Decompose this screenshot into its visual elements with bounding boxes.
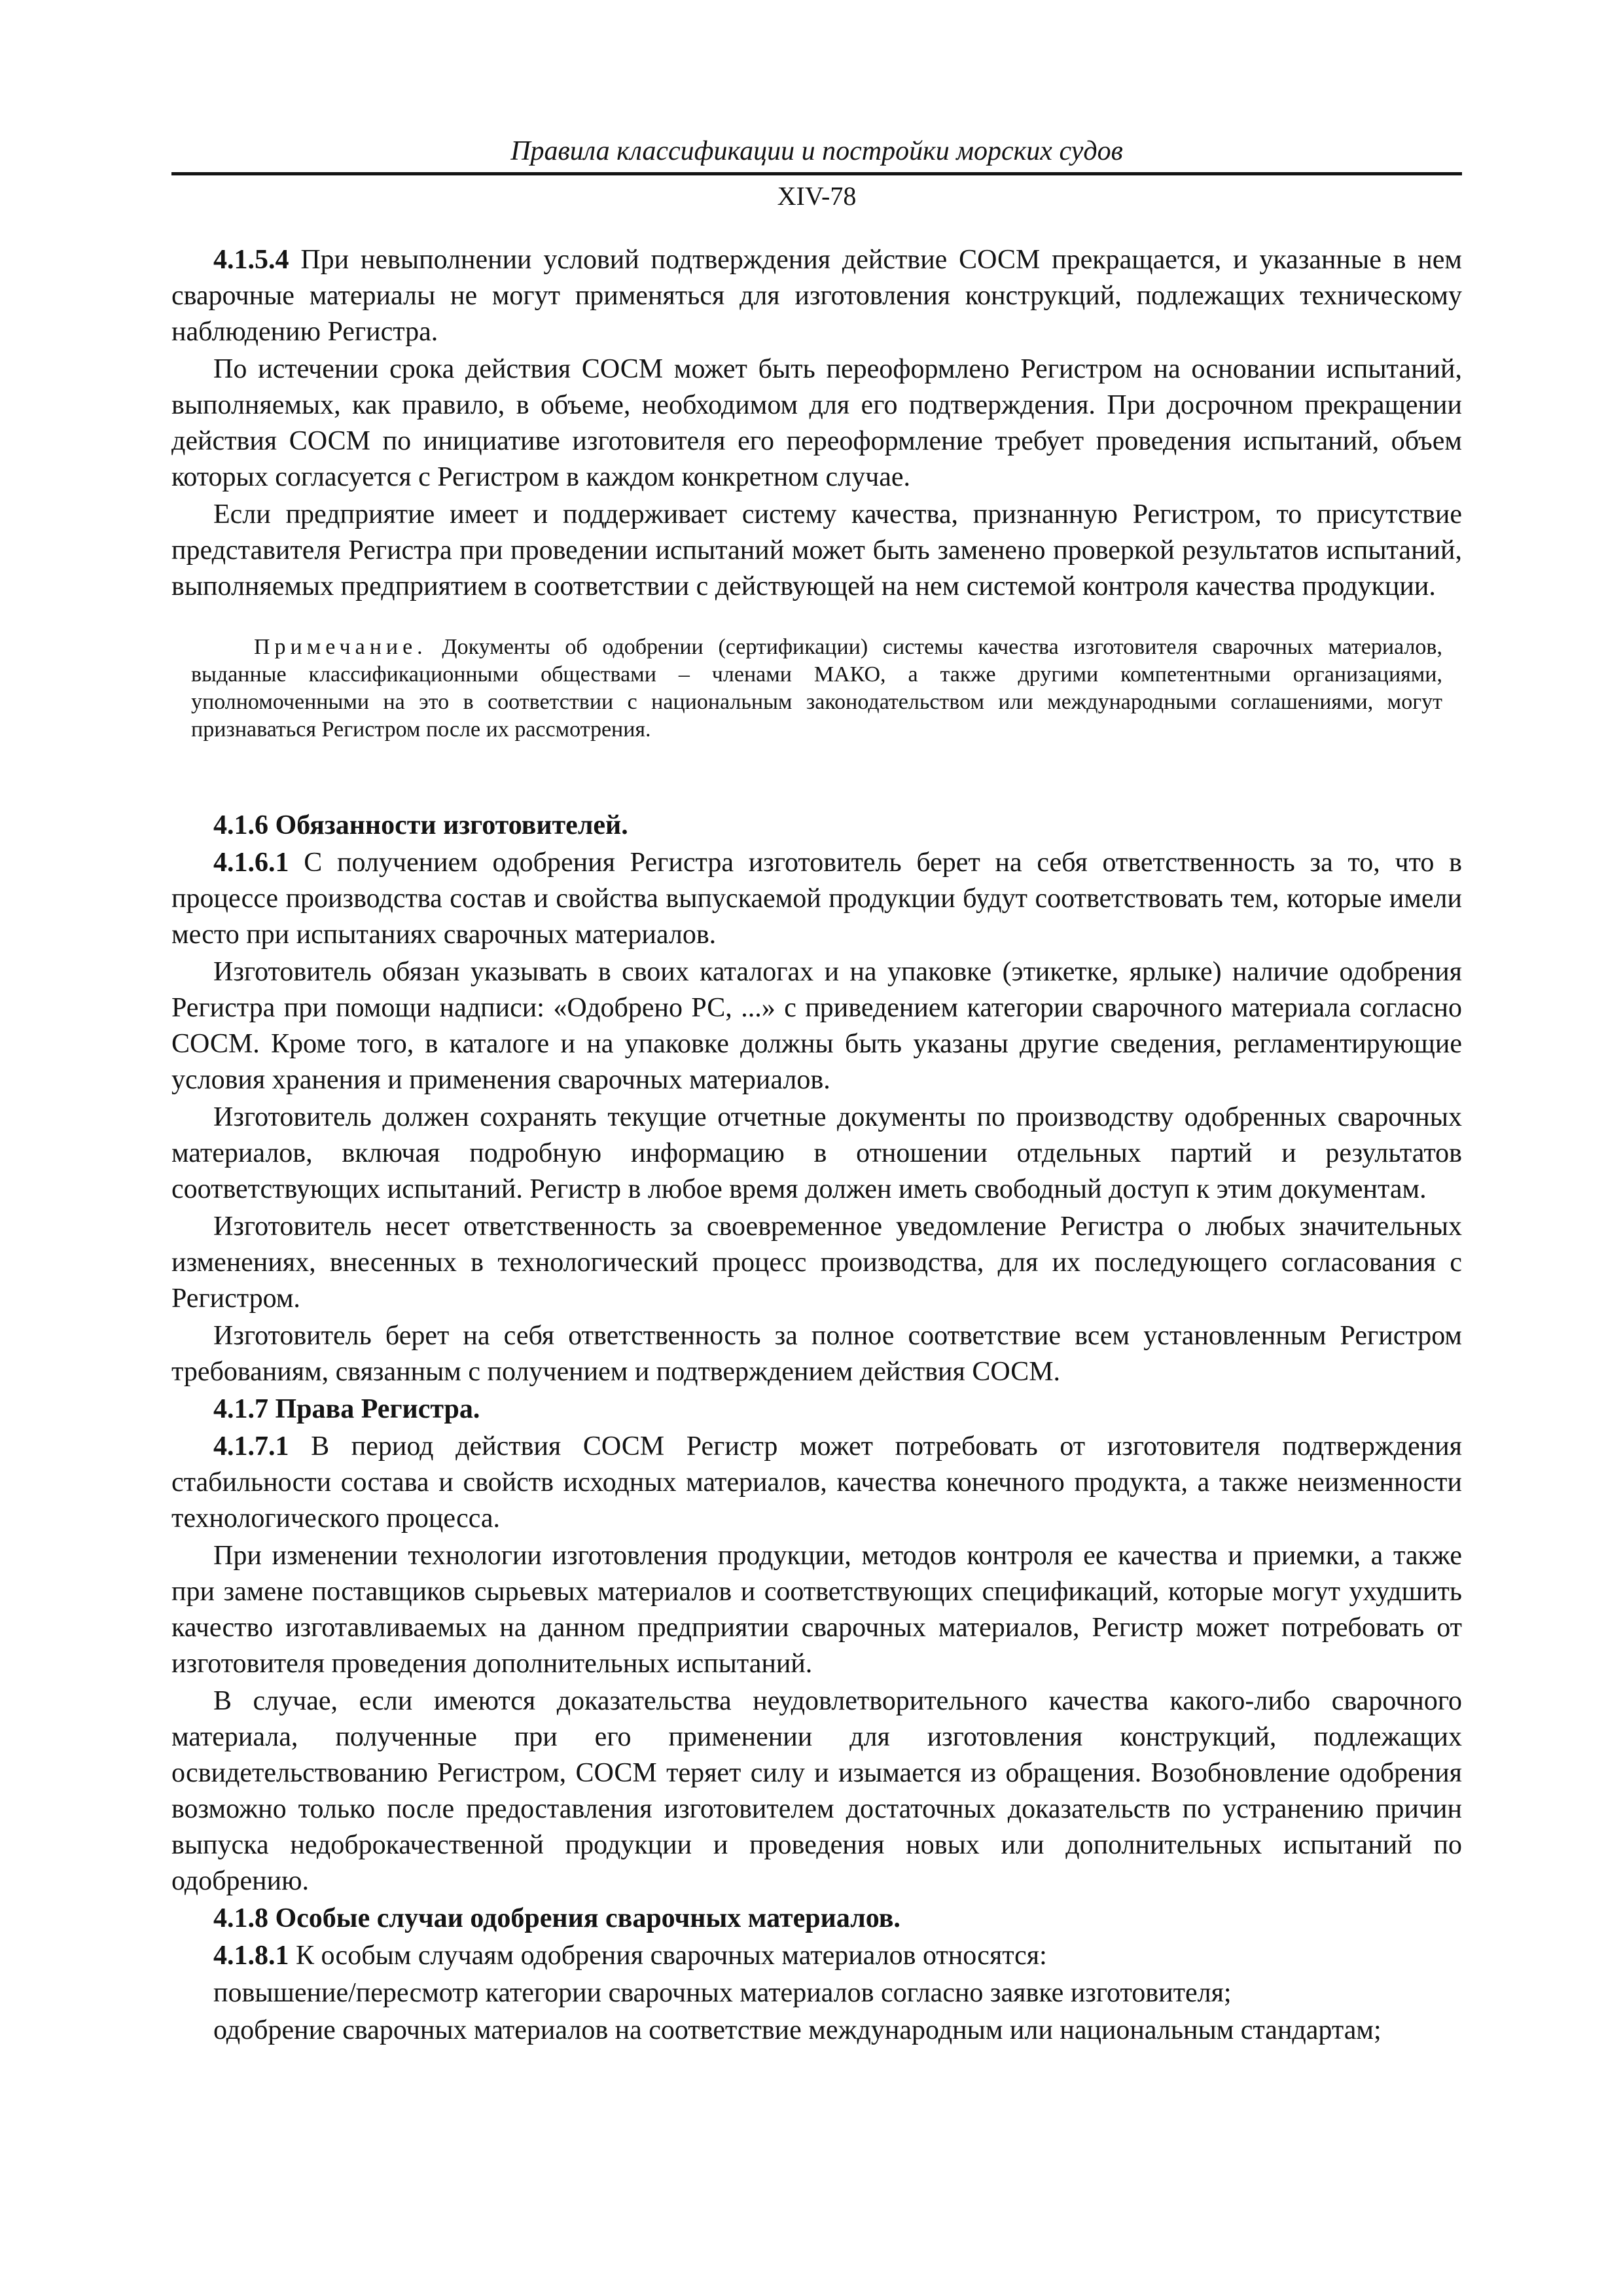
paragraph-quality-system: Если предприятие имеет и поддерживает систему качества, признанную Регистром, то присутствие представителя Регистра при проведении испытаний может быть заменено проверкой результатов испытаний, выполняемых предприятием в соответствии с действующей на нем системой контроля качества продукции. [171, 499, 1462, 601]
document-body [171, 242, 1462, 2049]
paragraph-records: Изготовитель должен сохранять текущие отчетные документы по производству одобренных сварочных материалов, включая подробную информацию в отношении отдельных партий и результатов соответствующих испытаний. Регистр в любое время должен иметь свободный доступ к этим документам. [171, 1102, 1462, 1204]
header-rule [171, 172, 1462, 175]
paragraph-4-1-7-1 [171, 1429, 1462, 1537]
note-block [191, 634, 1442, 744]
paragraph-4-1-6-1 [171, 845, 1462, 953]
clause-text: В период действия СОСМ Регистр может потребовать от изготовителя подтверждения стабильности состава и свойств исходных материалов, качества конечного продукта, а также неизменности технологического процесса. [171, 1431, 1462, 1534]
list-item: повышение/пересмотр категории сварочных материалов согласно заявке изготовителя; [213, 1978, 1232, 2008]
clause-number: 4.1.7.1 [213, 1431, 289, 1462]
document-page [171, 134, 1462, 2050]
section-heading-4-1-8: 4.1.8 Особые случаи одобрения сварочных материалов. [213, 1903, 901, 1933]
section-heading-4-1-7: 4.1.7 Права Регистра. [213, 1394, 480, 1424]
paragraph-notification: Изготовитель несет ответственность за своевременное уведомление Регистра о любых значительных изменениях, внесенных в технологический процесс производства, для их последующего согласования с Регистром. [171, 1211, 1462, 1314]
clause-number: 4.1.8.1 [213, 1941, 289, 1971]
note-text: Документы об одобрении (сертификации) системы качества изготовителя сварочных материалов, выданные классификационными обществами – членами МАКО, а также другими компетентными организациями, уполномоченными на это в соответствии с национальным законодательством или международными соглашениями, могут признаваться Регистром после их рассмотрения. [191, 635, 1442, 742]
clause-number: 4.1.6.1 [213, 848, 289, 878]
note-label: Примечание. [254, 635, 427, 659]
running-title: Правила классификации и постройки морских судов [510, 136, 1123, 166]
paragraph-reissue: По истечении срока действия СОСМ может быть переоформлено Регистром на основании испытаний, выполняемых, как правило, в объеме, необходимом для его подтверждения. При досрочном прекращении действия СОСМ по инициативе изготовителя его переоформление требует проведения испытаний, объем которых согласуется с Регистром в каждом конкретном случае. [171, 354, 1462, 492]
clause-text: С получением одобрения Регистра изготовитель берет на себя ответственность за то, что в процессе производства состав и свойства выпускаемой продукции будут соответствовать тем, которые имели место при испытаниях сварочных материалов. [171, 848, 1462, 950]
clause-text: При невыполнении условий подтверждения действие СОСМ прекращается, и указанные в нем сварочные материалы не могут применяться для изготовления конструкций, подлежащих техническому наблюдению Регистра. [171, 245, 1462, 347]
list-item: одобрение сварочных материалов на соответствие международным или национальным стандартам; [213, 2015, 1382, 2045]
page-number: XIV-78 [777, 181, 857, 211]
paragraph-compliance: Изготовитель берет на себя ответственность за полное соответствие всем установленным Регистром требованиям, связанным с получением и подтверждением действия СОСМ. [171, 1321, 1462, 1387]
paragraph-4-1-8-1 [171, 1938, 1462, 1974]
paragraph-4-1-5-4 [171, 242, 1462, 350]
paragraph-labeling: Изготовитель обязан указывать в своих каталогах и на упаковке (этикетке, ярлыке) наличие одобрения Регистра при помощи надписи: «Одобрено РС, ...» с приведением категории сварочного материала согласно СОСМ. Кроме того, в каталоге и на упаковке должны быть указаны другие сведения, регламентирующие условия хранения и применения сварочных материалов. [171, 957, 1462, 1095]
paragraph-withdrawal: В случае, если имеются доказательства неудовлетворительного качества какого-либо сварочного материала, полученные при его применении для изготовления конструкций, подлежащих освидетельствованию Регистром, СОСМ теряет силу и изымается из обращения. Возобновление одобрения возможно только после предоставления изготовителем достаточных доказательств по устранению причин выпуска недоброкачественной продукции и проведения новых или дополнительных испытаний по одобрению. [171, 1686, 1462, 1896]
section-heading-4-1-6: 4.1.6 Обязанности изготовителей. [213, 810, 628, 840]
clause-text: К особым случаям одобрения сварочных материалов относятся: [289, 1941, 1047, 1971]
clause-number: 4.1.5.4 [213, 245, 289, 275]
paragraph-technology-change: При изменении технологии изготовления продукции, методов контроля ее качества и приемки, а также при замене поставщиков сырьевых материалов и соответствующих спецификаций, которые могут ухудшить качество изготавливаемых на данном предприятии сварочных материалов, Регистр может потребовать от изготовителя проведения дополнительных испытаний. [171, 1541, 1462, 1679]
